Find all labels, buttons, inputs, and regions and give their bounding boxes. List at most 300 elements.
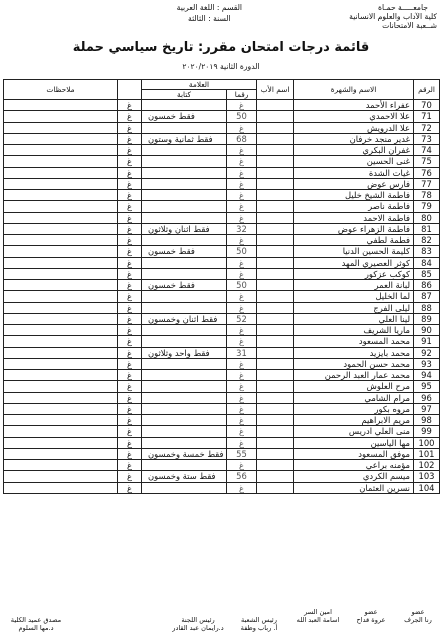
grade-words: [142, 201, 227, 212]
grade-digits: غ: [227, 403, 257, 414]
grade-digits: 32: [227, 223, 257, 234]
section-head-name: أ. رباب وظفة: [240, 624, 278, 632]
grade-words: [142, 167, 227, 178]
secretary-name: اسامة العبد الله: [296, 616, 340, 624]
grade-digits: 52: [227, 313, 257, 324]
notes-cell: [4, 460, 118, 471]
student-name: نسرين العثمان: [294, 482, 414, 493]
row-number: 78: [414, 190, 440, 201]
student-name: لبانة العمر: [294, 280, 414, 291]
row-number: 80: [414, 212, 440, 223]
table-row: [4, 448, 440, 459]
table-row: [4, 156, 440, 167]
remark-mark: غ: [118, 280, 142, 291]
row-number: 79: [414, 201, 440, 212]
secretary-title: امين السر: [304, 608, 332, 616]
father-name: [257, 223, 294, 234]
member2-title: عضو: [364, 608, 378, 616]
grade-words: [142, 325, 227, 336]
grade-digits: غ: [227, 291, 257, 302]
header-number: الرقم: [414, 80, 440, 100]
table-row: [4, 313, 440, 324]
remark-mark: غ: [118, 212, 142, 223]
father-name: [257, 347, 294, 358]
notes-cell: [4, 358, 118, 369]
remark-mark: غ: [118, 133, 142, 144]
student-name: محمد حسن الحمود: [294, 358, 414, 369]
notes-cell: [4, 448, 118, 459]
signature-secretary: [288, 608, 348, 624]
father-name: [257, 482, 294, 493]
committee-head-title: رئيس اللجنة: [181, 616, 215, 624]
grade-words: [142, 291, 227, 302]
grade-digits: غ: [227, 100, 257, 111]
row-number: 86: [414, 280, 440, 291]
student-name: مها الياسين: [294, 437, 414, 448]
father-name: [257, 370, 294, 381]
student-name: عفراء الأحمد: [294, 100, 414, 111]
table-row: [4, 201, 440, 212]
father-name: [257, 178, 294, 189]
table-row: [4, 460, 440, 471]
row-number: 81: [414, 223, 440, 234]
father-name: [257, 257, 294, 268]
student-name: علا الدرويش: [294, 122, 414, 133]
grade-digits: غ: [227, 437, 257, 448]
grade-digits: 55: [227, 448, 257, 459]
notes-cell: [4, 190, 118, 201]
row-number: 96: [414, 392, 440, 403]
notes-cell: [4, 415, 118, 426]
remark-mark: غ: [118, 313, 142, 324]
remark-mark: غ: [118, 471, 142, 482]
row-number: 72: [414, 122, 440, 133]
row-number: 74: [414, 145, 440, 156]
remark-mark: غ: [118, 370, 142, 381]
notes-cell: [4, 145, 118, 156]
father-name: [257, 122, 294, 133]
department-label: القسم : اللغة العربية: [176, 3, 242, 12]
row-number: 77: [414, 178, 440, 189]
remark-mark: غ: [118, 223, 142, 234]
grade-words: [142, 190, 227, 201]
row-number: 75: [414, 156, 440, 167]
notes-cell: [4, 257, 118, 268]
table-row: [4, 471, 440, 482]
father-name: [257, 358, 294, 369]
department-header: [177, 3, 242, 23]
notes-cell: [4, 325, 118, 336]
notes-cell: [4, 482, 118, 493]
student-name: غنى الحسين: [294, 156, 414, 167]
student-name: محمد عمار العبد الرحمن: [294, 370, 414, 381]
table-row: [4, 426, 440, 437]
father-name: [257, 201, 294, 212]
father-name: [257, 190, 294, 201]
row-number: 91: [414, 336, 440, 347]
grade-words: فقط خمسون: [142, 111, 227, 122]
notes-cell: [4, 280, 118, 291]
remark-mark: غ: [118, 460, 142, 471]
father-name: [257, 212, 294, 223]
father-name: [257, 111, 294, 122]
grade-digits: 50: [227, 280, 257, 291]
table-row: [4, 268, 440, 279]
page-title: قائمة درجات امتحان مقرر: تاريخ سياسي حملة: [72, 40, 370, 55]
remark-mark: غ: [118, 482, 142, 493]
remark-mark: غ: [118, 415, 142, 426]
table-row: [4, 302, 440, 313]
exam-session: الدورة الثانية ٢٠٢٠/٢٠١٩: [182, 62, 260, 71]
student-name: موفق المسعود: [294, 448, 414, 459]
table-row: [4, 370, 440, 381]
row-number: 98: [414, 415, 440, 426]
grade-digits: غ: [227, 392, 257, 403]
table-row: [4, 133, 440, 144]
grade-words: فقط خمسون: [142, 246, 227, 257]
remark-mark: غ: [118, 156, 142, 167]
grade-digits: غ: [227, 370, 257, 381]
row-number: 89: [414, 313, 440, 324]
row-number: 82: [414, 235, 440, 246]
notes-cell: [4, 268, 118, 279]
grade-words: [142, 100, 227, 111]
father-name: [257, 280, 294, 291]
table-row: [4, 415, 440, 426]
father-name: [257, 246, 294, 257]
table-row: [4, 347, 440, 358]
notes-cell: [4, 100, 118, 111]
member-title: عضو: [411, 608, 425, 616]
table-row: [4, 178, 440, 189]
remark-mark: غ: [118, 201, 142, 212]
section-head-title: رئيس الشعبة: [241, 616, 277, 624]
grade-words: [142, 460, 227, 471]
grade-words: [142, 257, 227, 268]
notes-cell: [4, 370, 118, 381]
father-name: [257, 313, 294, 324]
grade-words: فقط ثمانية وستون: [142, 133, 227, 144]
notes-cell: [4, 235, 118, 246]
grade-digits: غ: [227, 167, 257, 178]
remark-mark: غ: [118, 100, 142, 111]
table-row: [4, 235, 440, 246]
grade-words: [142, 145, 227, 156]
notes-cell: [4, 122, 118, 133]
remark-mark: غ: [118, 381, 142, 392]
student-name: مرح العلوش: [294, 381, 414, 392]
year-label: السنة : الثالثة: [188, 14, 231, 23]
notes-cell: [4, 201, 118, 212]
row-number: 99: [414, 426, 440, 437]
grade-words: [142, 212, 227, 223]
father-name: [257, 156, 294, 167]
row-number: 87: [414, 291, 440, 302]
table-row: [4, 325, 440, 336]
student-name: مروه بكور: [294, 403, 414, 414]
university-name: جامعـــــة حمـاة: [378, 3, 428, 12]
father-name: [257, 426, 294, 437]
father-name: [257, 302, 294, 313]
table-row: [4, 437, 440, 448]
table-row: [4, 223, 440, 234]
grade-digits: غ: [227, 122, 257, 133]
row-number: 93: [414, 358, 440, 369]
grade-digits: غ: [227, 302, 257, 313]
grade-words: [142, 370, 227, 381]
grade-digits: غ: [227, 482, 257, 493]
row-number: 90: [414, 325, 440, 336]
father-name: [257, 145, 294, 156]
student-name: كوثر العصيري المهد: [294, 257, 414, 268]
member2-name: عروة قداح: [356, 616, 386, 624]
signature-dean: [2, 616, 70, 632]
table-row: [4, 190, 440, 201]
row-number: 103: [414, 471, 440, 482]
signature-member: [394, 608, 442, 624]
table-row: [4, 212, 440, 223]
remark-mark: غ: [118, 426, 142, 437]
grade-words: [142, 156, 227, 167]
row-number: 73: [414, 133, 440, 144]
table-row: [4, 280, 440, 291]
row-number: 94: [414, 370, 440, 381]
row-number: 76: [414, 167, 440, 178]
grade-digits: غ: [227, 426, 257, 437]
row-number: 95: [414, 381, 440, 392]
grade-words: [142, 381, 227, 392]
table-row: [4, 291, 440, 302]
grade-digits: غ: [227, 415, 257, 426]
grade-digits: غ: [227, 145, 257, 156]
grade-words: فقط اثنان وخمسون: [142, 313, 227, 324]
notes-cell: [4, 291, 118, 302]
grade-digits: 56: [227, 471, 257, 482]
grade-digits: غ: [227, 381, 257, 392]
father-name: [257, 392, 294, 403]
notes-cell: [4, 178, 118, 189]
grade-words: فقط ستة وخمسون: [142, 471, 227, 482]
remark-mark: غ: [118, 336, 142, 347]
header-grade: العلامة: [142, 80, 257, 90]
row-number: 83: [414, 246, 440, 257]
student-name: محمد بايزيد: [294, 347, 414, 358]
remark-mark: غ: [118, 437, 142, 448]
header-words: كتابة: [142, 90, 227, 100]
notes-cell: [4, 167, 118, 178]
student-name: غدير منجد خرفان: [294, 133, 414, 144]
grade-words: [142, 426, 227, 437]
grade-digits: 50: [227, 111, 257, 122]
table-row: [4, 257, 440, 268]
remark-mark: غ: [118, 235, 142, 246]
student-name: غفران البكري: [294, 145, 414, 156]
grade-digits: غ: [227, 358, 257, 369]
table-row: [4, 392, 440, 403]
table-row: [4, 145, 440, 156]
father-name: [257, 403, 294, 414]
father-name: [257, 133, 294, 144]
grade-digits: غ: [227, 201, 257, 212]
signature-committee-head: [166, 616, 230, 632]
header-blank: [118, 80, 142, 100]
father-name: [257, 471, 294, 482]
student-name: فاطمة الشيخ خليل: [294, 190, 414, 201]
grade-digits: غ: [227, 212, 257, 223]
student-name: فارس عوض: [294, 178, 414, 189]
grade-words: [142, 235, 227, 246]
student-name: فاطمة ناصر: [294, 201, 414, 212]
dean-title: مصدق عميد الكلية: [10, 616, 62, 624]
grade-digits: 68: [227, 133, 257, 144]
remark-mark: غ: [118, 302, 142, 313]
university-header: [349, 3, 437, 30]
student-name: منى العلي ادريس: [294, 426, 414, 437]
grade-digits: غ: [227, 460, 257, 471]
grade-digits: غ: [227, 178, 257, 189]
grade-words: [142, 392, 227, 403]
notes-cell: [4, 246, 118, 257]
notes-cell: [4, 437, 118, 448]
grade-words: [142, 302, 227, 313]
student-name: مرام الشامي: [294, 392, 414, 403]
grade-digits: غ: [227, 235, 257, 246]
row-number: 84: [414, 257, 440, 268]
table-header-row: [4, 80, 440, 90]
dean-name: د.مها السلوم: [18, 624, 54, 632]
grade-words: [142, 482, 227, 493]
remark-mark: غ: [118, 167, 142, 178]
grade-words: [142, 437, 227, 448]
table-row: [4, 246, 440, 257]
father-name: [257, 437, 294, 448]
notes-cell: [4, 471, 118, 482]
row-number: 100: [414, 437, 440, 448]
grade-words: [142, 336, 227, 347]
header-notes: ملاحظات: [4, 80, 118, 100]
grade-digits: 50: [227, 246, 257, 257]
student-name: لما الخليل: [294, 291, 414, 302]
grade-words: فقط خمسون: [142, 280, 227, 291]
grade-digits: غ: [227, 268, 257, 279]
student-name: فاطمة الزهراء عوض: [294, 223, 414, 234]
student-name: ماريا الشريف: [294, 325, 414, 336]
notes-cell: [4, 392, 118, 403]
grade-words: [142, 268, 227, 279]
grade-words: فقط واحد وثلاثون: [142, 347, 227, 358]
remark-mark: غ: [118, 392, 142, 403]
table-body: [4, 100, 440, 494]
student-name: ليلى الفرج: [294, 302, 414, 313]
notes-cell: [4, 212, 118, 223]
table-row: [4, 482, 440, 493]
grade-digits: غ: [227, 336, 257, 347]
remark-mark: غ: [118, 257, 142, 268]
row-number: 104: [414, 482, 440, 493]
faculty-name: كلية الآداب والعلوم الانسانية: [349, 12, 437, 21]
table-row: [4, 122, 440, 133]
grade-words: [142, 415, 227, 426]
remark-mark: غ: [118, 358, 142, 369]
notes-cell: [4, 381, 118, 392]
grade-words: [142, 122, 227, 133]
row-number: 92: [414, 347, 440, 358]
notes-cell: [4, 156, 118, 167]
notes-cell: [4, 133, 118, 144]
grade-words: [142, 178, 227, 189]
student-name: ميسم الكردي: [294, 471, 414, 482]
notes-cell: [4, 302, 118, 313]
table-row: [4, 403, 440, 414]
student-name: مريم الابراهيم: [294, 415, 414, 426]
header-father: اسم الأب: [257, 80, 294, 100]
grade-words: [142, 358, 227, 369]
member-name: رنا الجرف: [404, 616, 432, 624]
row-number: 85: [414, 268, 440, 279]
father-name: [257, 381, 294, 392]
father-name: [257, 291, 294, 302]
table-row: [4, 100, 440, 111]
exams-section: شــعبة الامتحانات: [382, 21, 437, 30]
remark-mark: غ: [118, 347, 142, 358]
notes-cell: [4, 313, 118, 324]
remark-mark: غ: [118, 190, 142, 201]
table-row: [4, 336, 440, 347]
row-number: 88: [414, 302, 440, 313]
table-row: [4, 381, 440, 392]
remark-mark: غ: [118, 111, 142, 122]
notes-cell: [4, 223, 118, 234]
row-number: 71: [414, 111, 440, 122]
grade-words: فقط اثنان وثلاثون: [142, 223, 227, 234]
remark-mark: غ: [118, 291, 142, 302]
student-name: غيات الشدة: [294, 167, 414, 178]
father-name: [257, 325, 294, 336]
student-name: محمد المسعود: [294, 336, 414, 347]
student-name: فطمة لطفي: [294, 235, 414, 246]
table-row: [4, 167, 440, 178]
signature-section-head: [230, 616, 288, 632]
row-number: 70: [414, 100, 440, 111]
student-name: لينا العلي: [294, 313, 414, 324]
notes-cell: [4, 403, 118, 414]
remark-mark: غ: [118, 246, 142, 257]
student-name: فاطمة الاحمد: [294, 212, 414, 223]
father-name: [257, 167, 294, 178]
header-digits: رقما: [227, 90, 257, 100]
grade-words: فقط خمسة وخمسون: [142, 448, 227, 459]
table-row: [4, 111, 440, 122]
notes-cell: [4, 111, 118, 122]
grade-digits: غ: [227, 325, 257, 336]
remark-mark: غ: [118, 268, 142, 279]
student-name: كوكب عزكور: [294, 268, 414, 279]
father-name: [257, 336, 294, 347]
grades-table: [3, 79, 440, 494]
notes-cell: [4, 426, 118, 437]
row-number: 102: [414, 460, 440, 471]
remark-mark: غ: [118, 122, 142, 133]
student-name: كليمة الحسين الدنيا: [294, 246, 414, 257]
father-name: [257, 415, 294, 426]
grade-digits: غ: [227, 156, 257, 167]
table-row: [4, 358, 440, 369]
notes-cell: [4, 347, 118, 358]
grade-digits: غ: [227, 190, 257, 201]
father-name: [257, 460, 294, 471]
remark-mark: غ: [118, 448, 142, 459]
header-name: الاسم والشهرة: [294, 80, 414, 100]
